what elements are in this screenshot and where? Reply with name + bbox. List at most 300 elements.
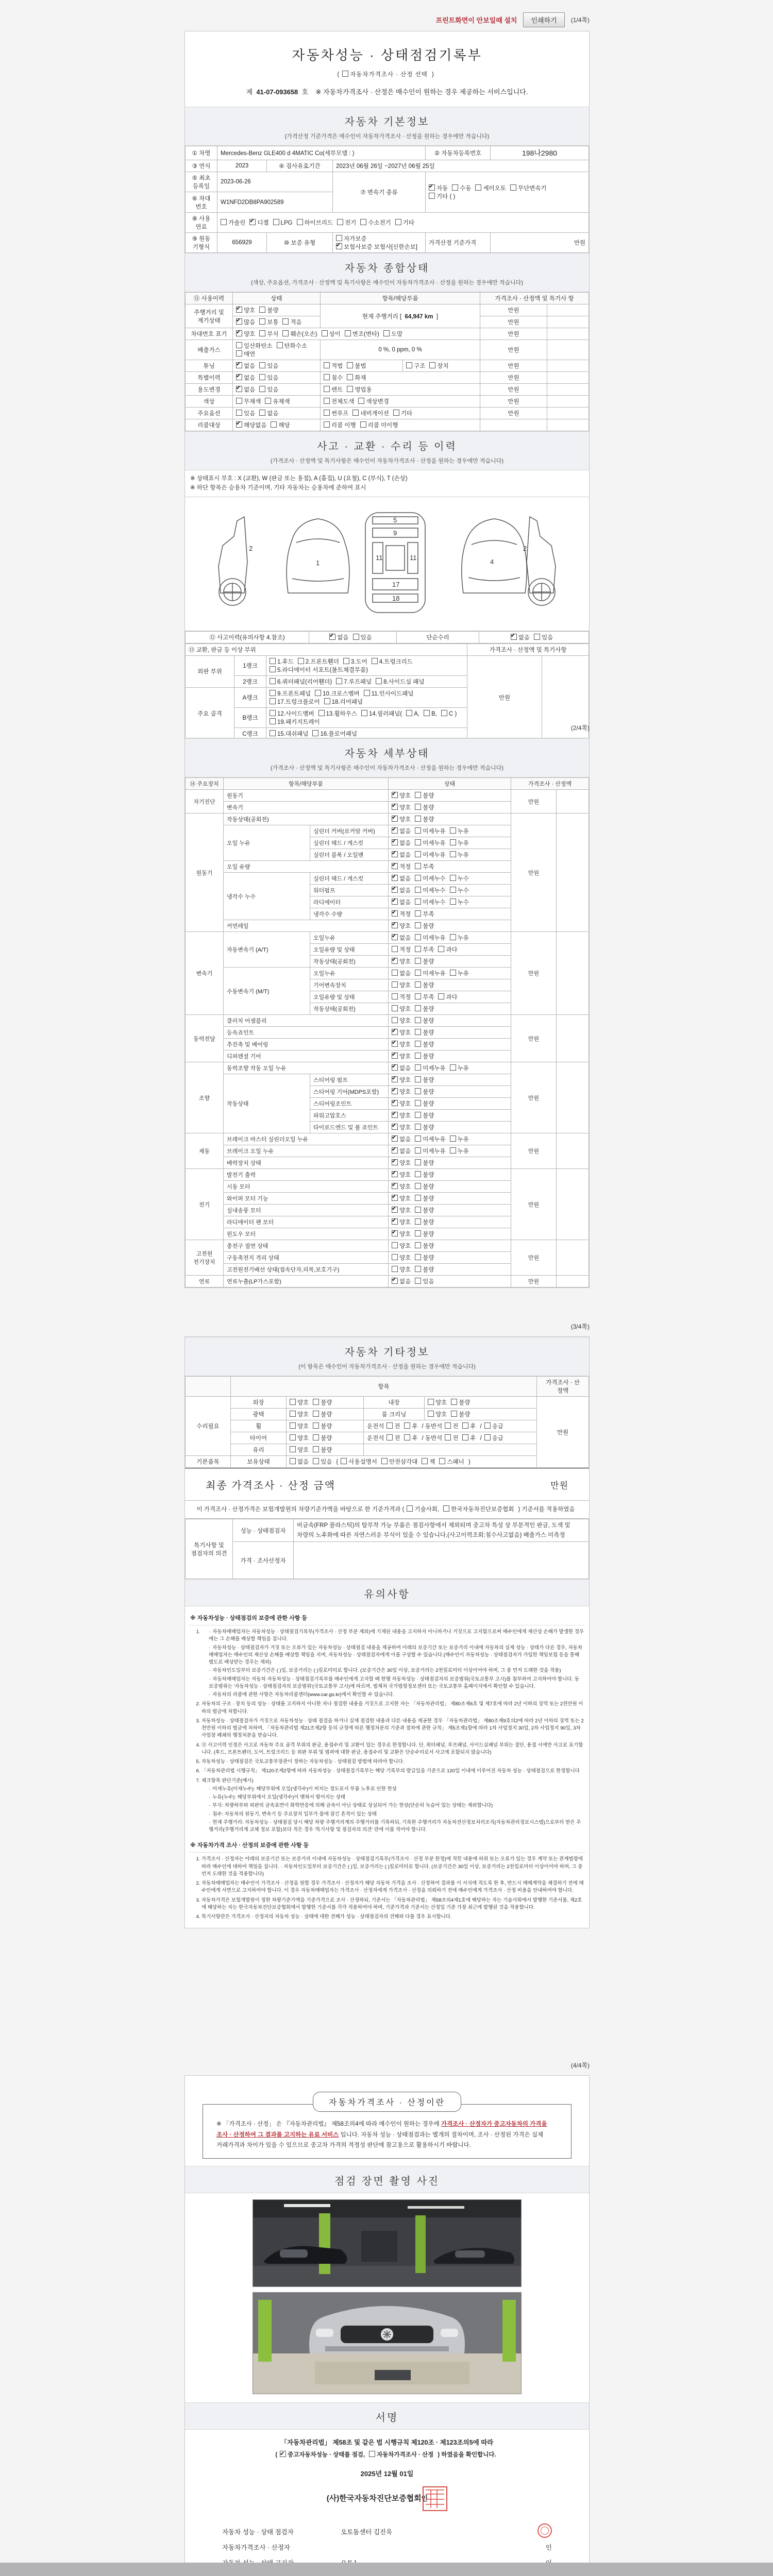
checkbox-icon — [415, 922, 421, 928]
subitem-cell: 스티어링 펌프 — [310, 1074, 389, 1086]
item-cell: 충전구 절연 상태 — [224, 1240, 389, 1252]
status-cell — [389, 873, 511, 885]
signer-row-appraiser: 자동차가격조사 · 산정자 인 — [222, 2544, 552, 2552]
print-install-notice-link[interactable]: 프린트화면이 안보일때 설치 — [435, 16, 517, 24]
checkbox-option: 과다 — [438, 993, 457, 1001]
checkbox-icon — [353, 634, 359, 640]
checkbox-icon — [451, 1399, 457, 1405]
checkbox-option: 리콜 미이행 — [360, 421, 398, 429]
checkbox-icon — [392, 958, 398, 964]
checkbox-icon — [443, 1505, 449, 1512]
checkbox-icon — [392, 887, 398, 893]
notice-bullet: · 자동차인도일부터 보증기간은 ( )일, 보증거리는 ( )킬로미터로 합니다. (보증기간은 30일 이상, 보증거리는 2천킬로미터 이상이어야 하며, 그 중 먼저 도래한 것을 적용) — [209, 1667, 585, 1674]
checkbox-option: 누유 — [450, 1147, 469, 1155]
status-cell — [389, 1264, 511, 1276]
checkbox-option: ✔ 양호 — [392, 1076, 411, 1084]
svg-text:18: 18 — [392, 594, 400, 602]
checkbox-icon — [415, 863, 421, 869]
checkbox-option: ✔ 적정 — [392, 862, 411, 871]
note-cell — [557, 1133, 589, 1169]
status-cell — [389, 1039, 511, 1050]
checkbox-option: ✔ 없음 — [392, 898, 411, 906]
checkbox-option: 전 — [386, 1434, 400, 1442]
item-cell: 커먼레일 — [224, 920, 389, 932]
device-cell: 원동기 — [186, 814, 224, 932]
checkbox-option: 불량 — [415, 1182, 434, 1191]
checkbox-option: 적정 — [392, 945, 411, 954]
item-cell: 클러치 어셈블리 — [224, 1015, 389, 1027]
notice-bullet: · 누유(누수): 해당부위에서 오일(냉각수)이 맺혀서 떨어지는 상태 — [209, 1794, 585, 1801]
table-row — [186, 790, 589, 802]
checkbox-icon — [313, 1434, 319, 1440]
checkbox-option: 전 — [445, 1422, 458, 1430]
checkbox-option: 불량 — [415, 922, 434, 930]
registration-number: 198나2980 — [491, 146, 589, 160]
checkbox-icon — [336, 243, 342, 249]
notice-content: ※ 자동차성능 · 상태점검의 보증에 관한 사항 등 · 1. 자동차매매업자는 자동차성능 · 상태점검기록부(가격조사 · 산정 부분 제외)에 기재된 내용을 고지하지 아니하거나 거짓으로 고지함으로써 매수인에게 재산상 손해가 발생한 경우에는 그 손해를 배상할 책임을 집니다. · 자동차성능 · 상태점검자가 거짓 또는 오류가 있는 자동차성능 · 상태점검 내용을 제공하여 아래의 보증기간 또는 보증거리 이내에 자동차의 실제 성능 · 상태가 다른 경우, 자동차매매업자는 매수인의 재산상 손해를 배상할 책임을 지며, 자동차성능 · 상태점검자에게 이를 구상할 수 있습니다.(매수인이 자동차성능 · 상태점검자가 가입한 책임보험 등을 통해 별도로 배상받는 경우는 제외) · 자동차인도일부터 보증기간은 ( )일, 보증거리는 ( )킬로미터로 합니다. (보증기간은 30일 이상, 보증거리는 2천킬로미터 이상이어야 하며, 그 중 먼저 도래한 것을 적용) · 자동차매매업자는 자동차 자동차성능 · 상태점검기록부를 매수인에게 고지할 때 현행 자동차성능 · 상태점검자의 보증범위(국토교통부 고시)를 첨부하여 고지하여야 합니다. 동 보증범위는 '자동차성능 · 상태점검자의 보증범위'(국토교통부 고시)에 따르며, 법제처 국가법령정보센터 또는 국토교통부 홈페이지에서 확인할 수 있습니다. · 자동차의 리콜에 관한 사항은 자동차리콜센터(www.car.go.kr)에서 확인할 수 있습니다. 2. 자동차의 구조 · 장치 등의 성능 · 상태를 고지하지 아니한 자나 점검한 내용을 거짓으로 고지한 자는 「자동차관리법」 제80조제6호 및 제7호에 따라 2년 이하의 징역 또는 2천만원 이하의 벌금에 처합니다. 3. 자동차성능 · 상태점검자가 거짓으로 자동차성능 · 상태 점검을 하거나 실제 점검한 내용과 다른 내용을 제공한 경우 「자동차관리법」 제80조제9호의2에 따라 2년 이하의 징역 또는 2천만원 이하의 벌금에 처하며, 「자동차관리법 제21조제2항 등의 규정에 따른 행정처분의 기준과 절차에 관한 규칙」 제5조제1항에 따라 1차 사업정지 30일, 2차 사업정지 90일, 3차 사업장 폐쇄의 행정처분을 받습니다. 4. ⑫ 사고이력 인정은 사고로 자동차 주요 골격 부위의 판금, 용접수리 및 교환이 있는 경우로 한정합니다. 단, 쿼터패널, 루프패널, 사이드실패널 부위는 절단, 용접 시에만 사고로 표기합니다. (후드, 프론트펜더, 도어, 트렁크리드 등 외판 부위 및 범퍼에 대한 판금, 용접수리 및 교환은 단순수리로서 사고에 포함되지 않습니다) 5. 자동차성능 · 상태점검은 국토교통부장관이 정하는 자동차성능 · 상태점검 방법에 따라야 합니다. 6. 「자동차관리법 시행규칙」 제120조제2항에 따라 자동차성능 · 상태점검기록부는 해당 기록부의 발급일을 기준으로 120일 이내에 이루어진 자동차 성능 · 상태점검으로 한정합니다 7. 체크항목 판단기준(예시) · 미세누유(미세누수): 해당부위에 오일(냉각수)이 비치는 정도로서 부품 노후로 인한 현상 · 누유(누수): 해당부위에서 오일(냉각수)이 맺혀서 떨어지는 상태 · 부식: 차량하부와 외판의 금속표면이 화학반응에 의해 금속이 아닌 상태로 상실되어 가는 현상(단순히 녹슬어 있는 상태는 제외합니다) · 침수: 자동차의 원동기, 변속기 등 주요장치 일부가 물에 잠긴 흔적이 있는 상태 · 현재 주행거리: 자동차성능 · 상태점검 당시 해당 차량 주행거리계의 주행거리를 기록하되, 기록한 주행거리가 자동차전산정보처리조직(자동차관리정보시스템)으로부터 받은 주행거리(주행거리계 교체 정보 포함)보다 적은 경우 '특기사항 및 점검자의 의견' 란에 이를 적어야 합니다. ※ 자동차가격 조사 · 산정의 보증에 관한 사항 등 1. 가격조사 · 산정자는 아래의 보증기간 또는 보증거리 이내에 자동차성능 · 상태점검기록부(가격조사 · 산정 부분 한정)에 적힌 내용에 허위 또는 오류가 있는 경우 계약 또는 관계법령에 따라 매수인에 대하여 책임을 집니다. · 자동차인도일부터 보증기간은 ( )일, 보증거리는 ( )킬로미터로 합니다. (보증기간은 30일 이상, 보증거리는 2천킬로미터 이상이어야 하며, 그 중 먼저 도래한 것을 적용합니다) 2. 자동차매매업자는 매수인이 가격조사 · 산정을 원할 경우 가격조사 · 산정자가 해당 자동차 가격을 조사 · 산정하여 결과를 이 서식에 적도록 한 후, 반드시 매매계약을 체결하기 전에 매수인에게 서면으로 고지하여야 합니다. 이 경우 자동차매매업자는 가격조사 · 산정자에게 가격조사 · 산정을 의뢰하기 전에 매수인에게 가격조사 · 산정 비용을 안내하여야 합니다. 3. 자동차가격은 보험개발원이 정한 차량기준가액을 기준가격으로 조사 · 산정하되, 기준서는 「자동차관리법」 제58조의4제1호에 해당하는 자는 기술사회에서 발행한 기준서를, 제2호에 해당하는 자는 한국자동차진단보증협회에서 발행한 기준서를 각각 적용하여야 하며, 기준가격과 기준서는 산정일 기준 가장 최근에 발행된 것을 적용합니다. 4. 특기사항란은 가격조사 · 산정자의 자동차 성능 · 상태에 대한 견해가 성능 · 상태점검자의 견해와 다를 경우 표시합니다. — [185, 1606, 589, 1928]
checkbox-icon — [392, 1112, 398, 1118]
option-text: ( — [336, 1459, 339, 1465]
checkbox-icon — [265, 398, 271, 404]
checkbox-option: 19.패키지트레이 — [270, 718, 320, 726]
checkbox-icon — [236, 330, 242, 336]
item-cell: 시동 모터 — [224, 1181, 389, 1193]
checkbox-option: 양호 — [290, 1434, 309, 1442]
checkbox-option: 미세누유 — [415, 839, 445, 847]
checkbox-option: 미세누유 — [415, 969, 445, 977]
item-cell: 수동변속기 (M/T) — [224, 968, 310, 1015]
checkbox-icon — [381, 1458, 388, 1464]
checkbox-icon — [386, 1422, 393, 1429]
final-price-unit: 만원 — [550, 1481, 568, 1490]
checkbox-icon — [415, 958, 421, 964]
item-cell: 작동상태 — [224, 1074, 310, 1133]
checkbox-icon — [290, 1446, 296, 1452]
checkbox-icon — [451, 1411, 457, 1417]
checkbox-option: ✔ 양호 — [392, 1099, 411, 1108]
device-cell: 제동 — [186, 1133, 224, 1169]
checkbox-icon — [392, 993, 398, 999]
checkbox-icon — [475, 184, 481, 191]
checkbox-option: ✔ 양호 — [392, 1182, 411, 1191]
checkbox-icon — [392, 1041, 398, 1047]
device-cell: 조향 — [186, 1062, 224, 1133]
checkbox-icon — [297, 219, 303, 225]
checkbox-icon — [280, 2451, 286, 2457]
model-year: 2023 — [217, 160, 267, 172]
pricing-info-body: ※ 「가격조사 · 산정」 은 『자동차관리법』 제58조의4에 따라 매수인이 원하는 경우에 가격조사 · 산정자가 중고자동차의 가격을 조사 · 산정하여 그 결과를 고지하는 유료 서비스 입니다. 자동차 성능 · 상태점검과는 별개의 절차이며, 조사 · 산정된 가격은 실제 거래가격과 차이가 있을 수 있으므로 중고차 가격의 적정성 판단에 참고용으로 활용하시기 바랍니다. — [203, 2104, 572, 2159]
checkbox-icon — [324, 386, 330, 392]
checkbox-icon — [259, 318, 265, 325]
note-cell — [557, 1240, 589, 1276]
checkbox-icon — [270, 678, 276, 684]
checkbox-option: 무단변속기 — [510, 184, 547, 192]
inspector-opinion: 비금속(FRP 플라스틱)의 탈부착 가능 부품은 점검사항에서 제외되며 중고차 특성 상 부분적인 판금, 도색 및 차량의 노후화에 따른 자연스러운 부식이 있을 수 있습니다.(사고이력조회:침수사고없음) 배출가스 미측정 — [294, 1519, 589, 1542]
checkbox-icon — [415, 1100, 421, 1106]
checkbox-icon — [415, 1183, 421, 1189]
checkbox-icon — [361, 710, 367, 716]
checkbox-icon — [438, 946, 444, 952]
inspector-seal-stamp — [537, 2523, 552, 2538]
checkbox-option: 불량 — [415, 1076, 434, 1084]
subitem-cell: 워터펌프 — [310, 885, 389, 896]
notice-item: 4. ⑫ 사고이력 인정은 사고로 자동차 주요 골격 부위의 판금, 용접수리 및 교환이 있는 경우로 한정합니다. 단, 쿼터패널, 루프패널, 사이드실패널 부위는 절단, 용접 시에만 사고로 표기합니다. (후드, 프론트펜더, 도어, 트렁크리드 등 외판 부위 및 범퍼에 대한 판금, 용접수리 및 교환은 단순수리로서 사고에 포함되지 않습니다) — [201, 1742, 585, 1757]
checkbox-option: 매연 — [236, 350, 255, 358]
checkbox-option: 양호 — [392, 1242, 411, 1250]
page-1 — [184, 31, 590, 740]
checkbox-icon — [336, 235, 342, 241]
checkbox-icon — [322, 330, 328, 336]
note-cell — [557, 1276, 589, 1287]
confirmation-line — [185, 2449, 589, 2461]
checkbox-icon — [341, 1458, 347, 1464]
car-diagram-svg — [195, 501, 579, 624]
checkbox-icon — [392, 922, 398, 928]
checkbox-icon — [415, 1124, 421, 1130]
price-cell: 만원 — [511, 1169, 557, 1240]
checkbox-option: ✔ 없음 — [392, 851, 411, 859]
notice-bullet: · 미세누유(미세누수): 해당부위에 오일(냉각수)이 비치는 정도로서 부품 노후로 인한 현상 — [209, 1786, 585, 1793]
checkbox-option: 양호 — [290, 1446, 309, 1454]
checkbox-icon — [450, 1136, 456, 1142]
checkbox-icon — [392, 1195, 398, 1201]
checkbox-icon — [428, 1399, 434, 1405]
option-text: / — [480, 1423, 482, 1430]
checkbox-option: 있음 — [313, 1458, 332, 1466]
status-cell — [389, 790, 511, 802]
inspector-name: 오토돔센터 김진욱 — [341, 2528, 393, 2536]
notice-item: 3. 자동차성능 · 상태점검자가 거짓으로 자동차성능 · 상태 점검을 하거나 실제 점검한 내용과 다른 내용을 제공한 경우 「자동차관리법」 제80조제9호의2에 따라 2년 이하의 징역 또는 2천만원 이하의 벌금에 처하며, 「자동차관리법 제21조제2항 등의 규정에 따른 행정처분의 기준과 절차에 관한 규칙」 제5조제1항에 따라 1차 사업정지 30일, 2차 사업정지 90일, 3차 사업장 폐쇄의 행정처분을 받습니다. — [201, 1718, 585, 1740]
checkbox-icon — [315, 690, 321, 696]
status-cell — [389, 896, 511, 908]
checkbox-icon — [392, 863, 398, 869]
checkbox-option: 양호 — [290, 1410, 309, 1418]
checkbox-option: ✔ 양호 — [392, 1159, 411, 1167]
page-2 — [184, 738, 590, 1288]
notice-item: 2. 자동차매매업자는 매수인이 가격조사 · 산정을 원할 경우 가격조사 · 산정자가 해당 자동차 가격을 조사 · 산정하여 결과를 이 서식에 적도록 한 후, 반드시 매매계약을 체결하기 전에 매수인에게 서면으로 고지하여야 합니다. 이 경우 자동차매매업자는 가격조사 · 산정자에게 가격조사 · 산정을 의뢰하기 전에 매수인에게 가격조사 · 산정 비용을 안내하여야 합니다. — [201, 1880, 585, 1895]
checkbox-icon — [439, 1458, 445, 1464]
checkbox-option: 12.사이드멤버 — [270, 709, 314, 718]
checkbox-icon — [290, 1399, 296, 1405]
checkbox-option: ✔ 디젤 — [249, 218, 268, 227]
checkbox-icon — [406, 362, 412, 368]
checkbox-icon — [415, 851, 421, 857]
checkbox-option: ✔ 양호 — [392, 1088, 411, 1096]
checkbox-icon — [392, 1088, 398, 1094]
checkbox-option: 있음 — [534, 633, 553, 641]
checkbox-icon — [415, 1218, 421, 1225]
checkbox-icon — [392, 970, 398, 976]
item-cell: 라디에이터 팬 모터 — [224, 1216, 389, 1228]
option-text: / 동반석 — [422, 1435, 443, 1442]
svg-text:2: 2 — [523, 544, 527, 552]
checkbox-option: 응급 — [484, 1422, 503, 1430]
checkbox-option: 상이 — [322, 330, 341, 338]
checkbox-icon — [236, 410, 242, 416]
checkbox-option: 불량 — [415, 1028, 434, 1037]
checkbox-icon — [392, 910, 398, 917]
table-row — [186, 1062, 589, 1074]
checkbox-option: ✔ 양호 — [392, 1028, 411, 1037]
notice-bullet: · 1. 자동차매매업자는 자동차성능 · 상태점검기록부(가격조사 · 산정 부분 제외)에 기재된 내용을 고지하지 아니하거나 거짓으로 고지함으로써 매수인에게 재산상 손해가 발생한 경우에는 그 손해를 배상할 책임을 집니다. — [209, 1629, 585, 1643]
checkbox-option: 16.플로어패널 — [312, 730, 357, 738]
checkbox-option: 유채색 — [265, 397, 290, 405]
device-cell: 자기진단 — [186, 790, 224, 814]
checkbox-icon — [337, 219, 343, 225]
checkbox-option: 영업용 — [347, 385, 372, 394]
option-text: ) 하였음을 확인합니다. — [438, 2451, 496, 2458]
status-cell — [389, 1122, 511, 1133]
checkbox-option: 불량 — [415, 1040, 434, 1048]
checkbox-option: 후 — [462, 1434, 476, 1442]
checkbox-option: 없음 — [259, 409, 278, 417]
checkbox-icon — [415, 1029, 421, 1035]
checkbox-icon — [236, 318, 242, 325]
checkbox-option: 불량 — [415, 1171, 434, 1179]
checkbox-option: ✔ 없음 — [236, 374, 255, 382]
item-cell: 배력장치 상태 — [224, 1157, 389, 1169]
status-cell — [389, 1240, 511, 1252]
checkbox-option: 장치 — [429, 362, 448, 370]
page-marker-4: (4/4쪽) — [570, 2062, 590, 2069]
checkbox-icon — [415, 970, 421, 976]
svg-text:2: 2 — [249, 544, 253, 552]
checkbox-option: ✔ 없음 — [329, 633, 348, 641]
inspection-photo-1 — [253, 2199, 522, 2287]
status-cell — [389, 1098, 511, 1110]
checkbox-icon — [313, 1446, 319, 1452]
subitem-cell: 타이로드엔드 및 볼 죠인트 — [310, 1122, 389, 1133]
checkbox-option: 불량 — [415, 1242, 434, 1250]
checkbox-icon — [360, 421, 366, 428]
status-code-legend: ※ 상태표시 부호 : X (교환), W (판금 또는 용접), A (흠집), U (요철), C (부식), T (손상) ※ 하단 항목은 승용차 기준이며, 기타 자동차는 승용차에 준하여 표시 — [185, 470, 589, 497]
checkbox-option: ✔ 없음 — [236, 362, 255, 370]
warranty-type — [333, 233, 426, 253]
checkbox-icon — [392, 1029, 398, 1035]
checkbox-icon — [392, 1266, 398, 1272]
status-cell — [389, 1133, 511, 1145]
checkbox-option: ✔ 해당없음 — [236, 421, 266, 429]
checkbox-icon — [282, 318, 289, 325]
checkbox-option: 전 — [386, 1422, 400, 1430]
checkbox-option: 화재 — [347, 374, 366, 382]
checkbox-icon — [343, 658, 349, 664]
price-cell: 만원 — [511, 1062, 557, 1133]
checkbox-option: 한국자동차진단보증협회 — [443, 1505, 514, 1514]
checkbox-icon — [534, 634, 540, 640]
checkbox-icon — [342, 71, 348, 77]
checkbox-icon — [415, 1017, 421, 1023]
checkbox-icon — [369, 2451, 375, 2457]
checkbox-option: 불량 — [415, 1265, 434, 1274]
checkbox-option: 도말 — [383, 330, 402, 338]
option-text: ) — [468, 1459, 470, 1465]
checkbox-option: 1.후드 — [270, 657, 294, 666]
checkbox-option: 불량 — [313, 1398, 332, 1406]
page-marker-3: (3/4쪽) — [570, 1323, 590, 1330]
notice-item: 1. 가격조사 · 산정자는 아래의 보증기간 또는 보증거리 이내에 자동차성능 · 상태점검기록부(가격조사 · 산정 부분 한정)에 적힌 내용에 허위 또는 오류가 있는 경우 계약 또는 관계법령에 따라 매수인에 대하여 책임을 집니다. · 자동차인도일부터 보증기간은 ( )일, 보증거리는 ( )킬로미터로 합니다. (보증기간은 30일 이상, 보증거리는 2천킬로미터 이상이어야 하며, 그 중 먼저 도래한 것을 적용합니다) — [201, 1856, 585, 1878]
checkbox-option: 탄화수소 — [277, 342, 307, 350]
checkbox-option: 누유 — [450, 969, 469, 977]
inspection-photos — [185, 2193, 589, 2402]
checkbox-icon — [392, 946, 398, 952]
checkbox-option: 부족 — [415, 945, 434, 954]
checkbox-option: 전체도색 — [324, 397, 354, 405]
status-cell — [389, 1015, 511, 1027]
checkbox-option: 누유 — [450, 934, 469, 942]
status-cell — [389, 1050, 511, 1062]
device-cell: 연료 — [186, 1276, 224, 1287]
subitem-cell: 실린더 헤드 / 개스킷 — [310, 873, 389, 885]
status-cell — [389, 1205, 511, 1216]
option-text: ( — [275, 2451, 278, 2458]
item-cell: 동력조향 작동 오일 누유 — [224, 1062, 389, 1074]
checkbox-icon — [450, 899, 456, 905]
section-photos: 점검 장면 촬영 사진 — [185, 2166, 589, 2193]
checkbox-option: 응급 — [484, 1434, 503, 1442]
checkbox-icon — [270, 690, 276, 696]
checkbox-option: ✔ 없음 — [392, 874, 411, 883]
checkbox-option: ✔ 적정 — [392, 910, 411, 918]
checkbox-icon — [462, 1422, 468, 1429]
status-cell — [389, 979, 511, 991]
table-row — [186, 932, 589, 944]
note-cell — [557, 1169, 589, 1240]
checkbox-option: 미세누수 — [415, 898, 445, 906]
checkbox-option: 3.도어 — [343, 657, 367, 666]
note-cell — [557, 1062, 589, 1133]
checkbox-option: 불량 — [415, 1194, 434, 1202]
notice-list-1 — [189, 1629, 585, 1834]
checkbox-option: 불량 — [415, 815, 434, 823]
checkbox-option: 불량 — [415, 1088, 434, 1096]
notice-bullet: · 현재 주행거리: 자동차성능 · 상태점검 당시 해당 차량 주행거리계의 주행거리를 기록하되, 기록한 주행거리가 자동차전산정보처리조직(자동차관리정보시스템)으로부터 받은 주행거리(주행거리계 교체 정보 포함)보다 적은 경우 '특기사항 및 점검자의 의견' 란에 이를 적어야 합니다. — [209, 1819, 585, 1834]
checkbox-icon — [324, 410, 330, 416]
checkbox-icon — [221, 219, 227, 225]
checkbox-option: 양호 — [392, 981, 411, 989]
checkbox-icon — [415, 1207, 421, 1213]
status-cell — [389, 1086, 511, 1098]
option-text: / — [480, 1435, 482, 1442]
checkbox-icon — [415, 1230, 421, 1236]
first-registration-date: 2023-06-26 — [217, 172, 333, 192]
checkbox-option: 부족 — [415, 910, 434, 918]
vin: W1NFD2DB8PA902589 — [217, 192, 333, 213]
checkbox-icon — [450, 1147, 456, 1154]
checkbox-option: 불량 — [415, 791, 434, 800]
checkbox-icon — [329, 634, 335, 640]
checkbox-icon — [259, 362, 265, 368]
device-cell: 변속기 — [186, 932, 224, 1015]
checkbox-option: 2.프론트휀더 — [298, 657, 339, 666]
price-basis-line — [185, 1501, 589, 1519]
status-cell — [389, 932, 511, 944]
subitem-cell: 실린더 블록 / 오일팬 — [310, 849, 389, 861]
checkbox-option: 불량 — [415, 1052, 434, 1060]
price-cell: 만원 — [511, 1133, 557, 1169]
checkbox-option: 렌트 — [324, 385, 343, 394]
checkbox-icon — [415, 804, 421, 810]
notice-bullet: · 자동차의 리콜에 관한 사항은 자동차리콜센터(www.car.go.kr)에서 확인할 수 있습니다. — [209, 1691, 585, 1699]
checkbox-icon — [383, 330, 390, 336]
status-cell — [389, 944, 511, 956]
checkbox-option: LPG — [273, 219, 293, 226]
checkbox-option: 17.트렁크플로어 — [270, 698, 320, 706]
checkbox-icon — [392, 839, 398, 845]
note-cell — [557, 790, 589, 814]
notice-item — [201, 1629, 585, 1699]
checkbox-option: ✔ 양호 — [392, 1171, 411, 1179]
section-title: 자동차 기본정보 — [344, 116, 430, 128]
checkbox-icon — [392, 816, 398, 822]
checkbox-option: ✔ 양호 — [392, 803, 411, 811]
status-cell — [389, 1252, 511, 1264]
checkbox-option: ✔양호 — [236, 306, 255, 314]
checkbox-icon — [407, 1505, 413, 1512]
checkbox-icon — [277, 342, 283, 348]
checkbox-icon — [324, 374, 330, 380]
checkbox-icon — [372, 658, 378, 664]
checkbox-option: 양호 — [428, 1410, 447, 1418]
checkbox-option: 있음 — [259, 362, 278, 370]
checkbox-option: 18.리어패널 — [324, 698, 363, 706]
option-text: / 동반석 — [422, 1423, 443, 1430]
checkbox-icon — [364, 690, 370, 696]
checkbox-icon — [345, 330, 351, 336]
checkbox-icon — [450, 1064, 456, 1071]
checkbox-option: 양호 — [392, 1253, 411, 1262]
checkbox-icon — [259, 410, 265, 416]
item-cell: 연료누출(LP가스포함) — [224, 1276, 389, 1287]
emission-values: 0 %, 0 ppm, 0 % — [321, 340, 480, 360]
signer-row-inspector: 자동차 성능 · 상태 점검자 오토돔센터 김진욱 — [222, 2523, 552, 2539]
checkbox-option: 7.루프패널 — [336, 677, 372, 686]
checkbox-option: 불량 — [415, 1099, 434, 1108]
checkbox-icon — [352, 410, 359, 416]
checkbox-option: 자동차가격조사 · 산정 선택 — [342, 70, 428, 78]
checkbox-option: 불법 — [347, 362, 366, 370]
notice-item: 2. 자동차의 구조 · 장치 등의 성능 · 상태를 고지하지 아니한 자나 점검한 내용을 거짓으로 고지한 자는 「자동차관리법」 제80조제6호 및 제7호에 따라 2년 이하의 징역 또는 2천만원 이하의 벌금에 처합니다. — [201, 1701, 585, 1716]
note-cell — [557, 814, 589, 932]
checkbox-option: 누수 — [450, 898, 469, 906]
checkbox-option: 침수 — [324, 374, 343, 382]
checkbox-icon — [392, 875, 398, 881]
checkbox-option: 구조 — [406, 362, 425, 370]
svg-text:9: 9 — [393, 529, 397, 537]
checkbox-icon — [415, 1053, 421, 1059]
checkbox-icon — [415, 1005, 421, 1011]
print-button[interactable]: 인쇄하기 — [523, 12, 564, 27]
checkbox-option: ✔보험사보증 보험사[신한손보] — [336, 243, 417, 251]
checkbox-icon — [270, 658, 276, 664]
checkbox-option: 불량 — [415, 1159, 434, 1167]
checkbox-option: 불량 — [259, 306, 278, 314]
section-notice: 유의사항 — [185, 1579, 589, 1606]
notice-bullet: · 자동차성능 · 상태점검자가 거짓 또는 오류가 있는 자동차성능 · 상태점검 내용을 제공하여 아래의 보증기간 또는 보증거리 이내에 자동차의 실제 성능 · 상태가 다른 경우, 자동차매매업자는 매수인의 재산상 손해를 배상할 책임을 지며, 자동차성능 · 상태점검자에게 이를 구상할 수 있습니다.(매수인이 자동차성능 · 상태점검자가 가입한 책임보험 등을 통해 별도로 배상받는 경우는 제외) — [209, 1645, 585, 1667]
checkbox-icon — [415, 1278, 421, 1284]
checkbox-icon — [271, 421, 277, 428]
checkbox-option: A, — [406, 710, 419, 717]
notice-bullet: · 자동차매매업자는 자동차 자동차성능 · 상태점검기록부를 매수인에게 고지할 때 현행 자동차성능 · 상태점검자의 보증범위(국토교통부 고시)를 첨부하여 고지하여야 합니다. 동 보증범위는 '자동차성능 · 상태점검자의 보증범위'(국토교통부 고시)에 따르며, 법제처 국가법령정보센터 또는 국토교통부 홈페이지에서 확인할 수 있습니다. — [209, 1676, 585, 1691]
notice-item: 4. 특기사항란은 가격조사 · 산정자의 자동차 성능 · 상태에 대한 견해가 성능 · 상태점검자의 견해와 다를 경우 표시합니다. — [201, 1913, 585, 1921]
checkbox-icon — [236, 350, 242, 357]
checkbox-icon — [415, 1171, 421, 1177]
checkbox-icon — [429, 193, 435, 199]
checkbox-option: 적법 — [324, 362, 343, 370]
status-cell — [389, 1276, 511, 1287]
checkbox-option: 없음 — [392, 969, 411, 977]
checkbox-icon — [392, 1076, 398, 1082]
